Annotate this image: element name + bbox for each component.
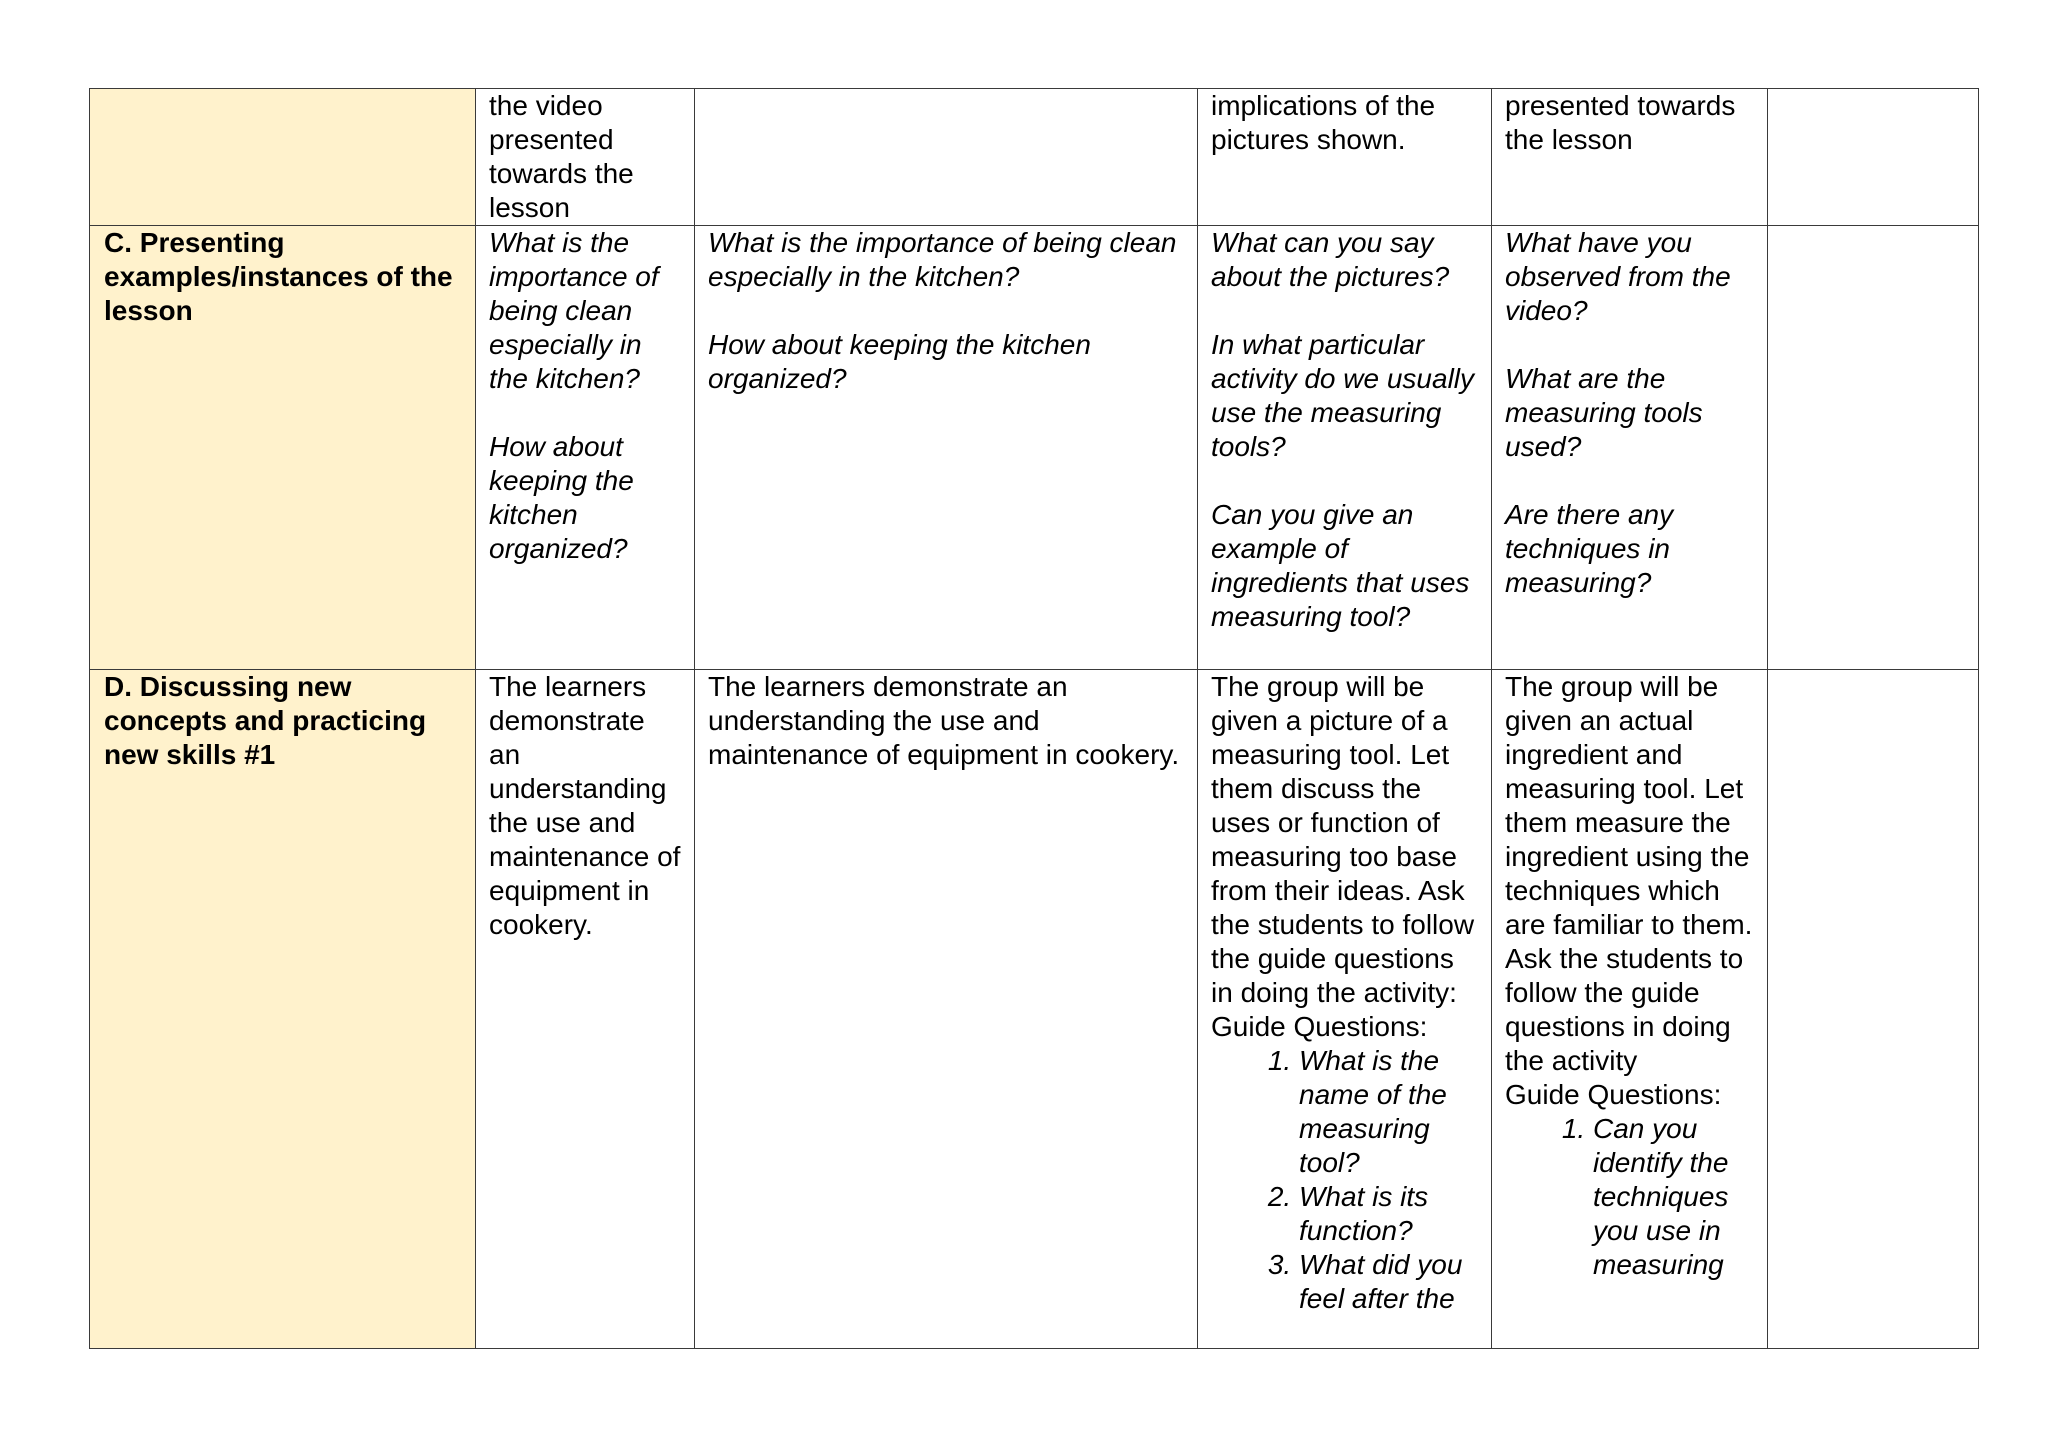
- list-item: 2. What is its function?: [1299, 1180, 1479, 1248]
- table-cell: [695, 670, 1198, 1349]
- table-row: [90, 670, 1979, 1349]
- table-cell: [1198, 226, 1492, 670]
- cell-text: The group will be given an actual ingredient and measuring tool. Let them measure the ingredient using the techniques which are familiar to them. Ask the students to follow the guide questions in doing the activity: [1505, 671, 1753, 1076]
- table-cell: [1768, 89, 1979, 226]
- table-cell: [476, 89, 695, 226]
- cell-text: The learners demonstrate an understanding the use and maintenance of equipment in cookery.: [708, 671, 1180, 770]
- cell-text: What have you observed from the video?: [1505, 227, 1731, 326]
- cell-text: Are there any techniques in measuring?: [1505, 499, 1674, 598]
- cell-text: presented towards the lesson: [1505, 90, 1736, 155]
- list-item: 3. What did you feel after the: [1299, 1248, 1479, 1316]
- cell-text: What is the importance of being clean especially in the kitchen?: [708, 227, 1177, 292]
- table-cell: [1198, 670, 1492, 1349]
- cell-text: What are the measuring tools used?: [1505, 363, 1703, 462]
- table-cell: [1198, 89, 1492, 226]
- table-cell: [1492, 226, 1768, 670]
- table-row: [90, 226, 1979, 670]
- list-item: 1. Can you identify the techniques you use in measuring: [1593, 1112, 1755, 1282]
- cell-text: In what particular activity do we usually use the measuring tools?: [1211, 329, 1475, 462]
- table-cell: [1768, 670, 1979, 1349]
- cell-text: What can you say about the pictures?: [1211, 227, 1450, 292]
- cell-text: How about keeping the kitchen organized?: [708, 329, 1091, 394]
- table-cell: [695, 226, 1198, 670]
- row-label-cell: [90, 226, 476, 670]
- list-item: 1. What is the name of the measuring tool?: [1299, 1044, 1479, 1180]
- guide-questions-label: Guide Questions:: [1505, 1079, 1722, 1110]
- cell-text: The group will be given a picture of a measuring tool. Let them discuss the uses or function of measuring too base from their ideas. Ask the students to follow the guide questions in doing the activity:: [1211, 671, 1475, 1008]
- table-cell: [476, 670, 695, 1349]
- table-cell: [695, 89, 1198, 226]
- cell-text: Can you give an example of ingredients that uses measuring tool?: [1211, 499, 1470, 632]
- row-label: C. Presenting examples/instances of the lesson: [104, 227, 453, 326]
- row-label-cell: [90, 89, 476, 226]
- row-label-cell: [90, 670, 476, 1349]
- guide-questions-label: Guide Questions:: [1211, 1011, 1428, 1042]
- cell-text: The learners demonstrate an understanding the use and maintenance of equipment in cookery.: [489, 671, 681, 940]
- cell-text: What is the importance of being clean especially in the kitchen?: [489, 227, 659, 394]
- table-row: [90, 89, 1979, 226]
- lesson-plan-table: [89, 88, 1979, 1349]
- table-cell: [1492, 670, 1768, 1349]
- guide-questions-list: [1211, 1044, 1479, 1316]
- table-cell: [476, 226, 695, 670]
- row-label: D. Discussing new concepts and practicing new skills #1: [104, 671, 427, 770]
- cell-text: implications of the pictures shown.: [1211, 90, 1436, 155]
- table-cell: [1768, 226, 1979, 670]
- cell-text: the video presented towards the lesson: [489, 90, 634, 223]
- cell-text: How about keeping the kitchen organized?: [489, 431, 634, 564]
- guide-questions-list: [1505, 1112, 1755, 1282]
- table-cell: [1492, 89, 1768, 226]
